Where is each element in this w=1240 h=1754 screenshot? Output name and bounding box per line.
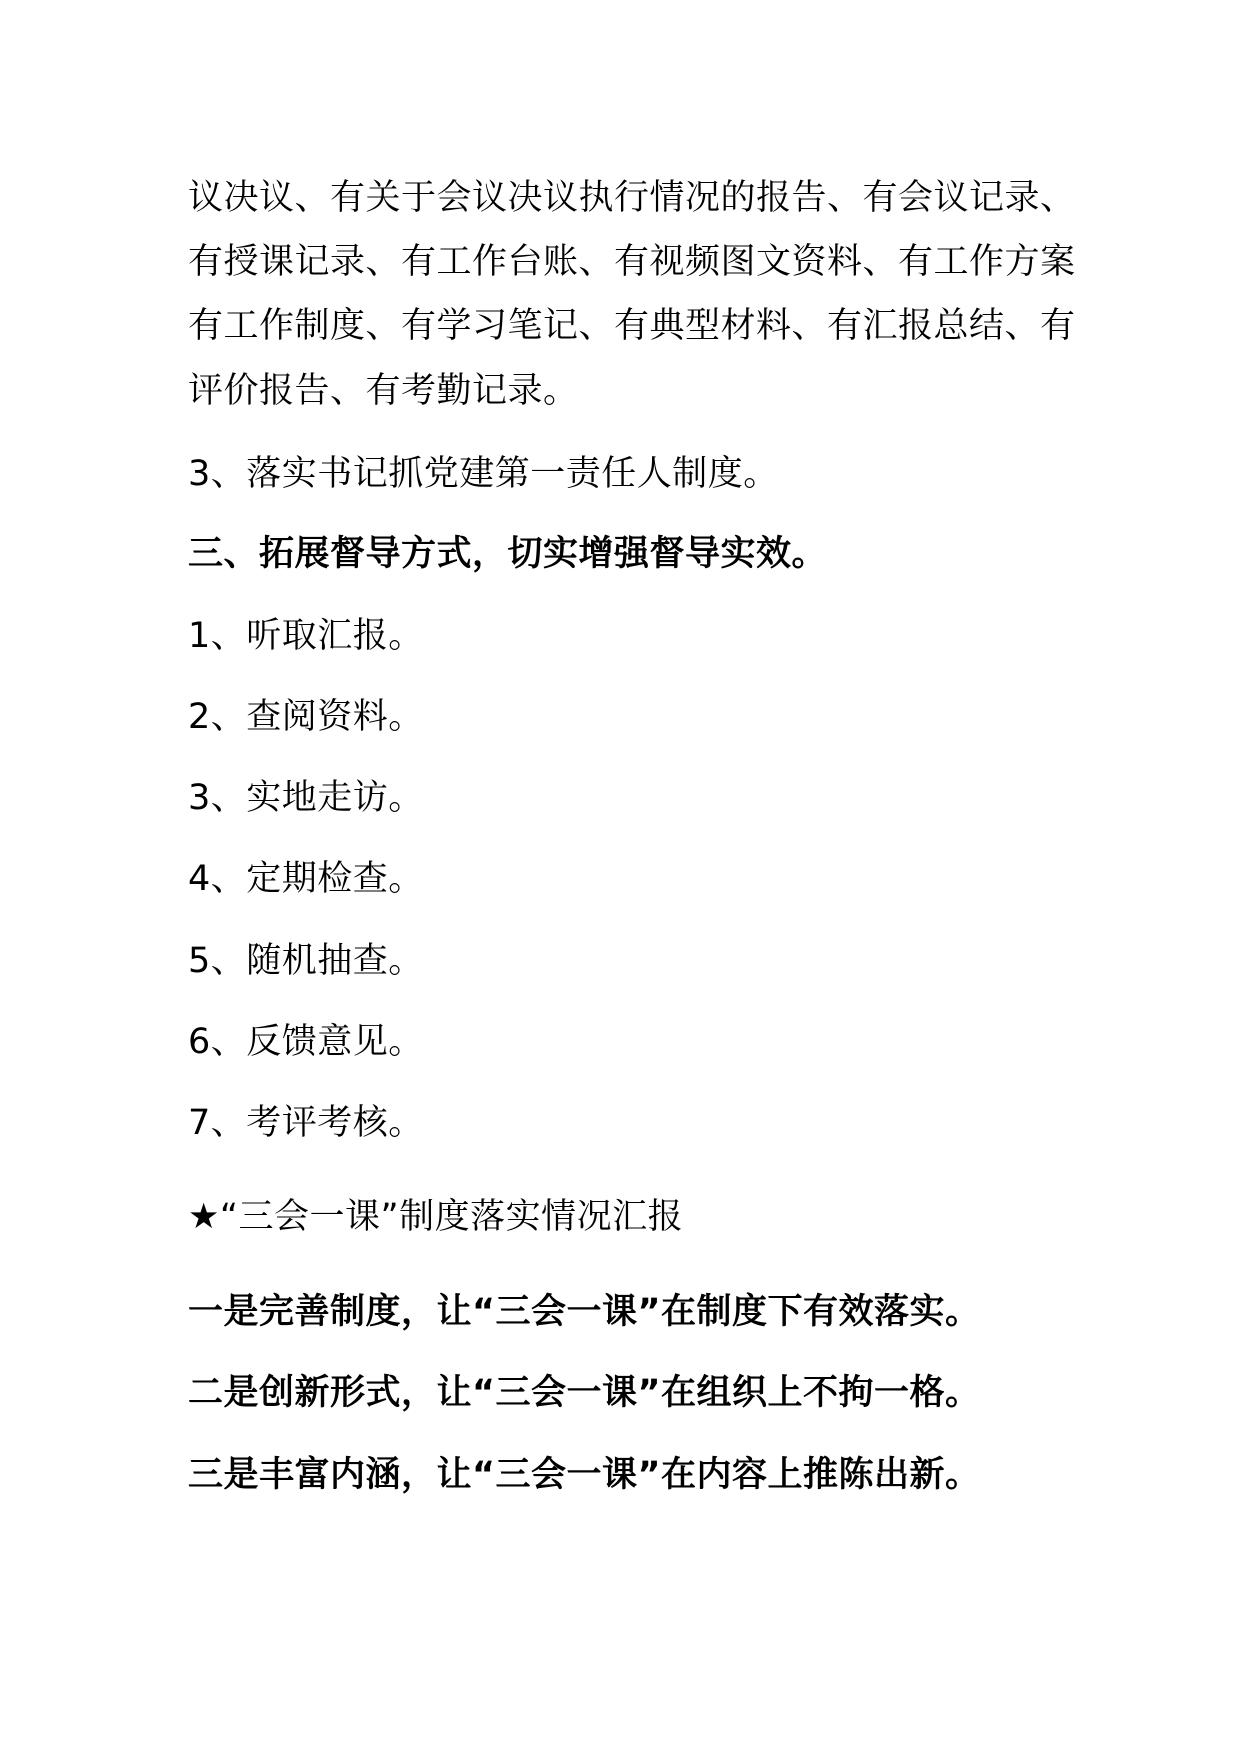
- section-heading: 三、拓展督导方式，切实增强督导实效。: [188, 534, 828, 574]
- list-item: 4、定期检查。: [188, 859, 424, 899]
- paragraph-line: 有授课记录、有工作台账、有视频图文资料、有工作方案: [188, 242, 1076, 282]
- list-item: 3、实地走访。: [188, 778, 424, 818]
- paragraph-line: 议决议、有关于会议决议执行情况的报告、有会议记录、: [188, 178, 1076, 218]
- list-item: 6、反馈意见。: [188, 1022, 424, 1062]
- paragraph-line: 评价报告、有考勤记录。: [188, 371, 579, 411]
- list-item: 2、查阅资料。: [188, 697, 424, 737]
- report-point: 三是丰富内涵，让“三会一课”在内容上推陈出新。: [188, 1455, 981, 1495]
- list-item: 3、落实书记抓党建第一责任人制度。: [188, 454, 779, 494]
- list-item: 7、考评考核。: [188, 1103, 424, 1143]
- list-item: 5、随机抽查。: [188, 941, 424, 981]
- report-point: 二是创新形式，让“三会一课”在组织上不拘一格。: [188, 1373, 981, 1413]
- paragraph-line: 有工作制度、有学习笔记、有典型材料、有汇报总结、有: [188, 306, 1076, 346]
- list-item: 1、听取汇报。: [188, 616, 424, 656]
- report-title: ★“三会一课”制度落实情况汇报: [188, 1197, 684, 1237]
- report-point: 一是完善制度，让“三会一课”在制度下有效落实。: [188, 1292, 981, 1332]
